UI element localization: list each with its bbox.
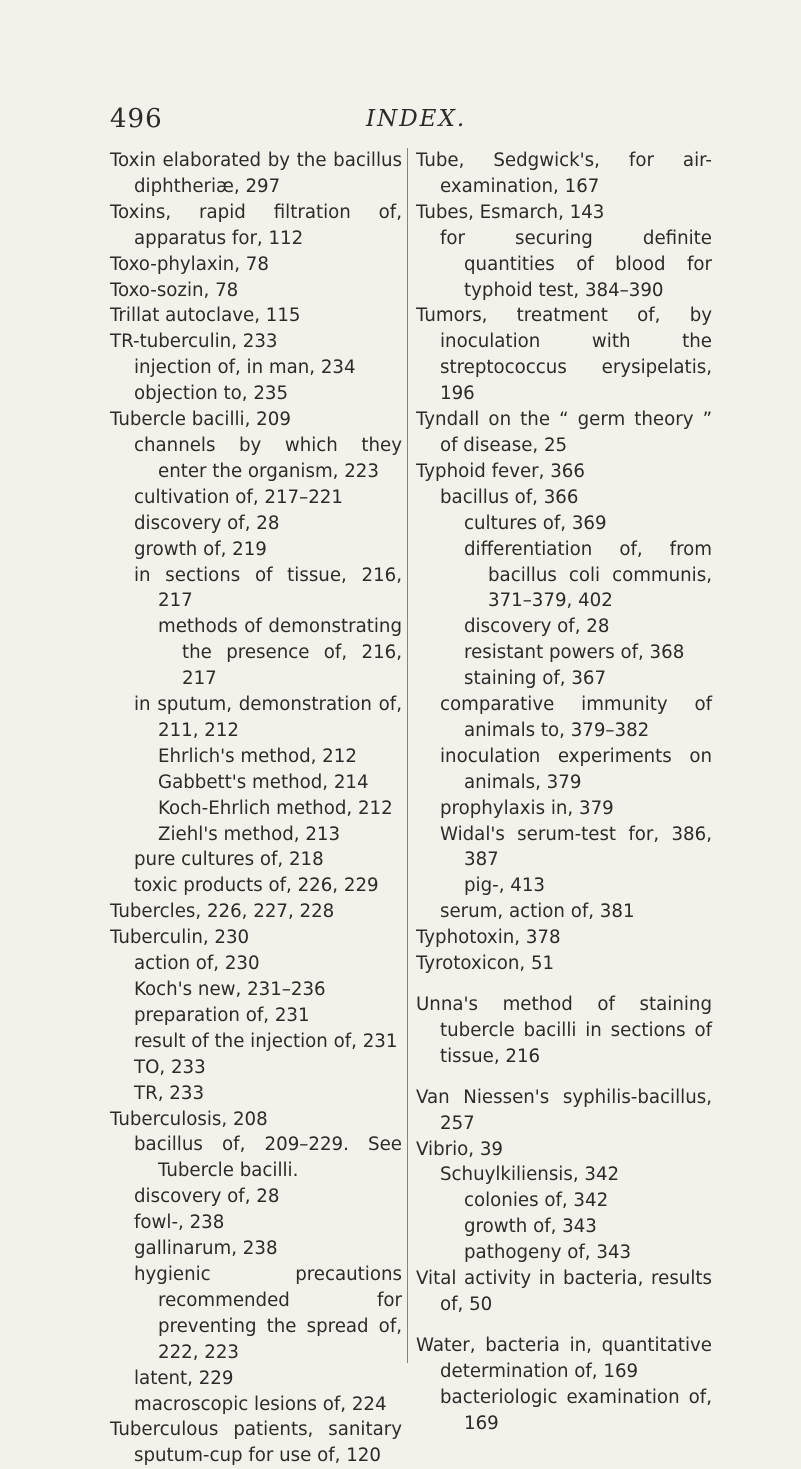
index-subentry: result of the injection of, 231 — [134, 1030, 398, 1052]
index-subentry: Koch-Ehrlich method, 212 — [158, 797, 393, 819]
index-entry: Tuberculin, 230 — [110, 927, 250, 949]
index-entry: Typhotoxin, 378 — [416, 927, 561, 949]
index-subentry: macroscopic lesions of, 224 — [134, 1393, 387, 1415]
index-entry: Trillat autoclave, 115 — [110, 305, 301, 327]
index-entry: Toxo-sozin, 78 — [110, 279, 239, 301]
index-entry: Vital activity in bacteria, results of, 50 — [416, 1268, 712, 1315]
index-subentry: channels by which they enter the organism, 223 — [134, 434, 402, 482]
index-subentry: serum, action of, 381 — [440, 901, 635, 923]
index-entry: Tubes, Esmarch, 143 — [416, 201, 605, 223]
index-entry: Toxin elaborated by the bacillus diphtheriæ, 297 — [110, 150, 402, 197]
index-entry: Tyrotoxicon, 51 — [416, 953, 555, 975]
index-subentry: Ziehl's method, 213 — [158, 823, 341, 845]
index-entry: Tube, Sedgwick's, for air-examination, 167 — [416, 150, 712, 197]
index-subentry: colonies of, 342 — [464, 1190, 609, 1212]
running-title: INDEX. — [366, 106, 467, 132]
index-entry: Tyndall on the “ germ theory ” of disease, 25 — [416, 409, 712, 456]
index-subentry: action of, 230 — [134, 953, 260, 975]
index-subentry: for securing definite quantities of blood for typhoid test, 384–390 — [440, 227, 712, 301]
index-entry: Tubercle bacilli, 209 — [110, 409, 291, 431]
index-subentry: Gabbett's method, 214 — [158, 771, 369, 793]
index-entry: Vibrio, 39 — [416, 1138, 504, 1160]
index-entry: TR-tuberculin, 233 — [110, 331, 278, 353]
index-subentry: TO, 233 — [134, 1056, 206, 1078]
page-number: 496 — [110, 104, 163, 134]
index-subentry: discovery of, 28 — [134, 512, 280, 534]
index-subentry: prophylaxis in, 379 — [440, 797, 614, 819]
index-subentry: discovery of, 28 — [134, 1186, 280, 1208]
index-subentry: Widal's serum-test for, 386, 387 — [440, 823, 712, 871]
index-column-right — [416, 148, 712, 1437]
index-entry: Tuberculous patients, sanitary sputum-cup for use of, 120 — [110, 1419, 402, 1467]
index-subentry: bacteriologic examination of, 169 — [440, 1386, 712, 1434]
index-entry: Water, bacteria in, quantitative determination of, 169 — [416, 1334, 712, 1382]
index-subentry: latent, 229 — [134, 1367, 234, 1389]
index-subentry: growth of, 343 — [464, 1216, 597, 1238]
index-entry: Toxins, rapid filtration of, apparatus for, 112 — [110, 201, 402, 249]
index-subentry: comparative immunity of animals to, 379–382 — [440, 694, 712, 741]
index-subentry: fowl-, 238 — [134, 1212, 225, 1234]
column-divider — [407, 148, 408, 1363]
index-subentry: cultivation of, 217–221 — [134, 486, 343, 508]
index-subentry: preparation of, 231 — [134, 1004, 310, 1026]
index-subentry: pathogeny of, 343 — [464, 1242, 632, 1264]
index-subentry: Ehrlich's method, 212 — [158, 745, 357, 767]
index-subentry: gallinarum, 238 — [134, 1238, 278, 1260]
index-subentry: inoculation experiments on animals, 379 — [440, 745, 712, 793]
index-subentry: bacillus of, 366 — [440, 486, 579, 508]
index-entry: Typhoid fever, 366 — [416, 460, 585, 482]
index-subentry: hygienic precautions recommended for preventing the spread of, 222, 223 — [134, 1263, 402, 1363]
index-subentry: resistant powers of, 368 — [464, 642, 685, 664]
index-subentry: methods of demonstrating the presence of, 216, 217 — [158, 616, 402, 690]
index-subentry: discovery of, 28 — [464, 616, 610, 638]
index-entry: Tubercles, 226, 227, 228 — [110, 901, 335, 923]
index-subentry: in sputum, demonstration of, 211, 212 — [134, 694, 402, 741]
page-header — [0, 104, 801, 144]
index-entry: Toxo-phylaxin, 78 — [110, 253, 269, 275]
index-entry: Tuberculosis, 208 — [110, 1108, 268, 1130]
index-subentry: differentiation of, from bacillus coli communis, 371–379, 402 — [464, 538, 712, 612]
index-subentry: Schuylkiliensis, 342 — [440, 1164, 620, 1186]
index-subentry: pig-, 413 — [464, 875, 545, 897]
index-subentry: Koch's new, 231–236 — [134, 979, 326, 1000]
index-entry: Van Niessen's syphilis-bacillus, 257 — [416, 1086, 712, 1134]
index-subentry: cultures of, 369 — [464, 512, 607, 534]
index-entry: Tumors, treatment of, by inoculation with the streptococcus erysipelatis, 196 — [416, 305, 712, 405]
index-subentry: pure cultures of, 218 — [134, 849, 324, 871]
index-subentry: staining of, 367 — [464, 668, 607, 690]
index-column-left — [110, 148, 402, 1469]
index-subentry: in sections of tissue, 216, 217 — [134, 564, 402, 612]
index-subentry: growth of, 219 — [134, 538, 267, 560]
index-subentry: toxic products of, 226, 229 — [134, 875, 379, 897]
index-entry: Unna's method of staining tubercle bacilli in sections of tissue, 216 — [416, 994, 712, 1067]
index-subentry: objection to, 235 — [134, 383, 289, 405]
index-subentry: injection of, in man, 234 — [134, 357, 356, 379]
index-subentry: bacillus of, 209–229. See Tubercle bacilli. — [134, 1134, 402, 1182]
index-subentry: TR, 233 — [134, 1082, 205, 1104]
